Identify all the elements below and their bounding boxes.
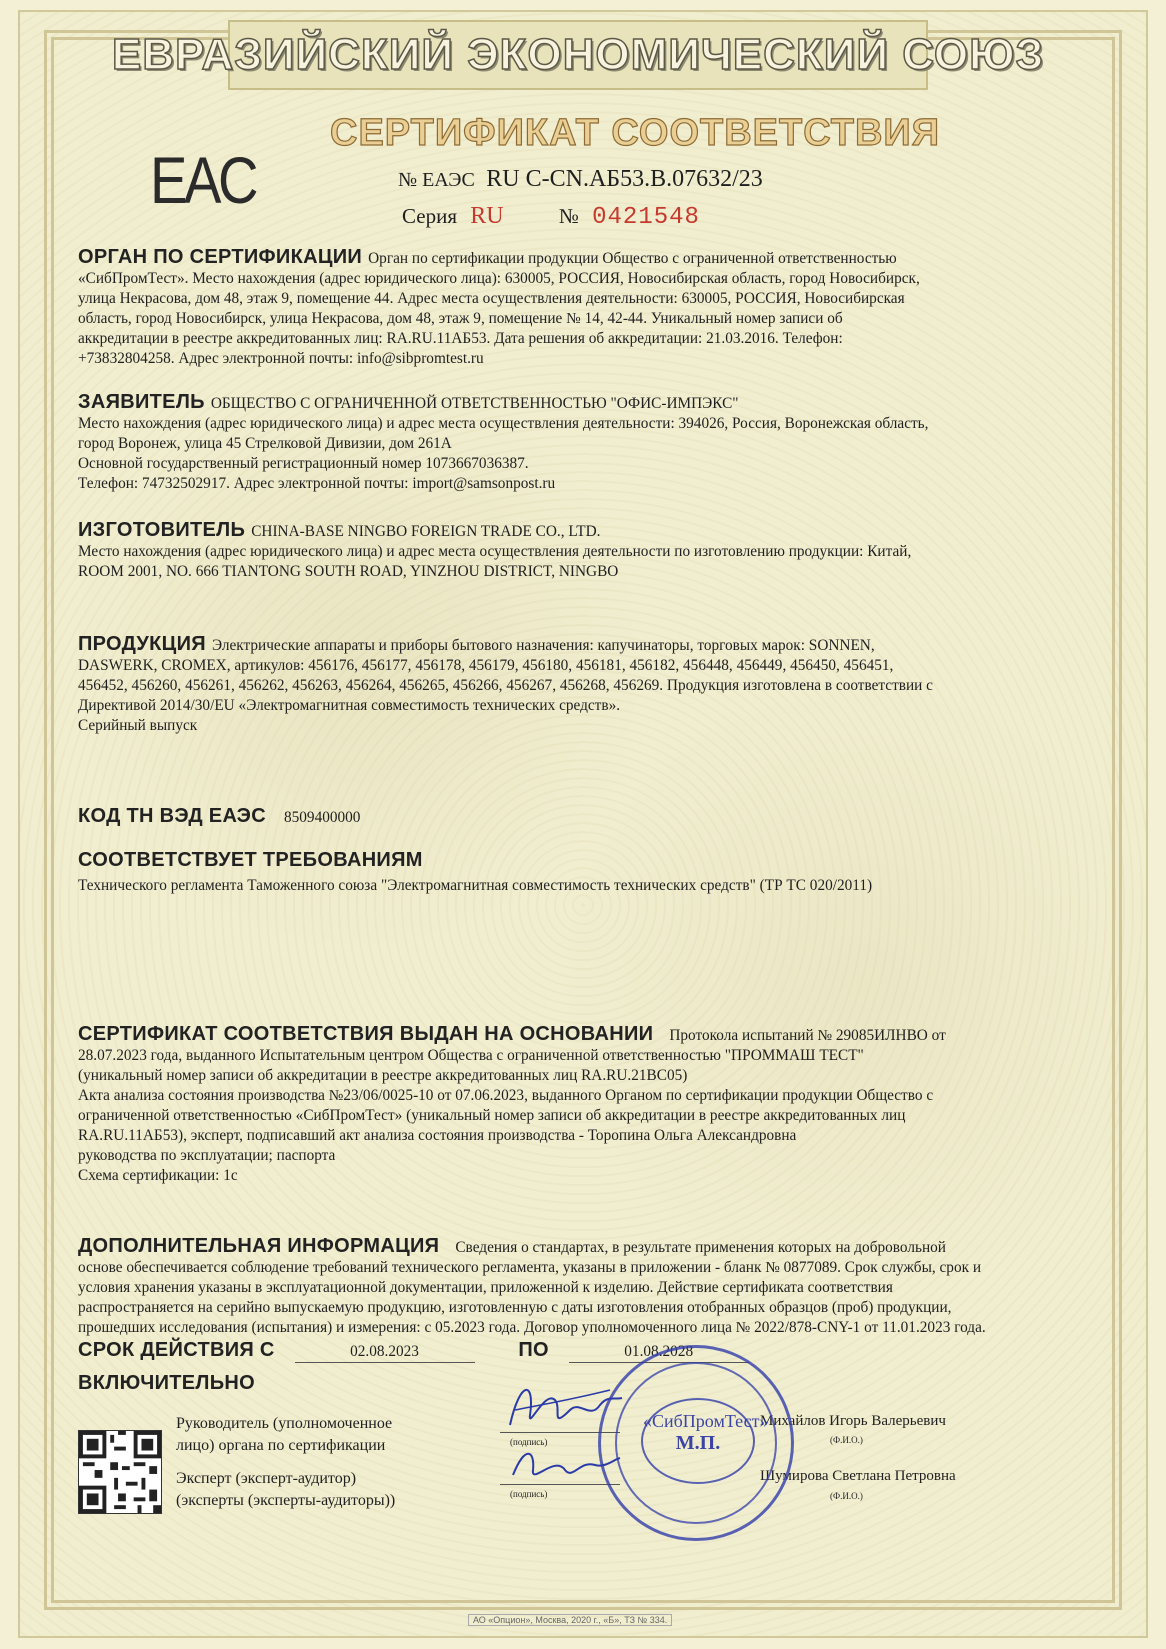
blank-number-label: №	[558, 204, 579, 228]
seal-name: «СибПромТест»	[643, 1411, 769, 1431]
section-heading: СЕРТИФИКАТ СООТВЕТСТВИЯ ВЫДАН НА ОСНОВАНИИ	[78, 1023, 654, 1045]
basis-section	[78, 1024, 1028, 1186]
section-text: 456452, 456260, 456261, 456262, 456263, 456264, 456265, 456266, 456267, 456268, 456269. Продукция изготовлена в соответствии с	[78, 677, 933, 694]
section-heading: ЗАЯВИТЕЛЬ	[78, 391, 205, 413]
section-text: Электрические аппараты и приборы бытового назначения: капучинаторы, торговых марок: SONNEN,	[211, 637, 875, 654]
section-text: улица Некрасова, дом 48, этаж 9, помещение 44. Адрес места осуществления деятельности: 630005, РОССИЯ, Новосибирская	[78, 290, 905, 307]
section-text: «СибПромТест». Место нахождения (адрес юридического лица): 630005, РОССИЯ, Новосибирская область, город Новосибирск,	[78, 270, 920, 287]
section-text: +73832804258. Адрес электронной почты: info@sibpromtest.ru	[78, 350, 484, 367]
section-heading: ДОПОЛНИТЕЛЬНАЯ ИНФОРМАЦИЯ	[78, 1235, 440, 1257]
certificate-title: СЕРТИФИКАТ СООТВЕТСТВИЯ	[330, 112, 941, 154]
section-text: Протокола испытаний № 29085ИЛНВО от	[669, 1027, 946, 1044]
validity-inclusive-label: ВКЛЮЧИТЕЛЬНО	[78, 1372, 256, 1394]
section-text: Место нахождения (адрес юридического лица) и адрес места осуществления деятельности по изготовлению продукции: Китай,	[78, 543, 912, 560]
section-text: ограниченной ответственностью «СибПромТест» (уникальный номер записи об аккредитации в реестре аккредитованных лиц	[78, 1107, 906, 1124]
printer-imprint: АО «Опцион», Москва, 2020 г., «Б», ТЗ № 334.	[468, 1614, 672, 1626]
section-text: RA.RU.11АБ53), эксперт, подписавший акт анализа состояния производства - Торопина Ольга Александровна	[78, 1127, 797, 1144]
union-banner: ЕВРАЗИЙСКИЙ ЭКОНОМИЧЕСКИЙ СОЮЗ	[228, 20, 928, 90]
head-label-line: Руководитель (уполномоченное	[176, 1415, 393, 1432]
section-heading: ПРОДУКЦИЯ	[78, 633, 206, 655]
expert-name: Шумирова Светлана Петровна	[760, 1468, 956, 1484]
name-caption: (Ф.И.О.)	[830, 1491, 863, 1501]
head-label-line: лицо) органа по сертификации	[176, 1437, 386, 1454]
section-text: Основной государственный регистрационный номер 1073667036387.	[78, 455, 529, 472]
conformity-section	[78, 850, 1028, 896]
expert-label-line: (эксперты (эксперты-аудиторы))	[176, 1492, 396, 1509]
section-text: ROOM 2001, NO. 666 TIANTONG SOUTH ROAD, YINZHOU DISTRICT, NINGBO	[78, 563, 619, 580]
section-text: распространяется на серийно выпускаемую продукцию, изготовленную с даты изготовления отобранных образцов (проб) продукции,	[78, 1299, 952, 1316]
name-caption: (Ф.И.О.)	[830, 1435, 863, 1445]
section-heading: ОРГАН ПО СЕРТИФИКАЦИИ	[78, 246, 363, 268]
section-text: Телефон: 74732502917. Адрес электронной почты: import@samsonpost.ru	[78, 475, 556, 492]
section-text: руководства по эксплуатации; паспорта	[78, 1147, 336, 1164]
section-text: Сведения о стандартах, в результате применения которых на добровольной	[455, 1239, 946, 1256]
validity-from-date: 02.08.2023	[295, 1342, 475, 1363]
validity-to-date: 01.08.2028	[569, 1342, 749, 1363]
section-text: Место нахождения (адрес юридического лица) и адрес места осуществления деятельности: 394026, Россия, Воронежская область,	[78, 415, 929, 432]
section-heading: СООТВЕТСТВУЕТ ТРЕБОВАНИЯМ	[78, 849, 423, 871]
manufacturer-section	[78, 520, 1028, 582]
section-text: Технического регламента Таможенного союза "Электромагнитная совместимость технических средств" (ТР ТС 020/2011)	[78, 877, 873, 894]
validity-from-label: СРОК ДЕЙСТВИЯ С	[78, 1339, 275, 1361]
head-signature-label	[176, 1413, 476, 1457]
seal-stamp-icon	[598, 1345, 794, 1541]
expert-signature-label	[176, 1468, 476, 1512]
certificate-number-row	[398, 166, 763, 193]
certification-body-section	[78, 247, 1028, 369]
qr-code-icon	[78, 1430, 162, 1514]
section-text: ОБЩЕСТВО С ОГРАНИЧЕННОЙ ОТВЕТСТВЕННОСТЬЮ "ОФИС-ИМПЭКС"	[210, 395, 739, 412]
section-text: Акта анализа состояния производства №23/06/0025-10 от 07.06.2023, выданного Органом по сертификации продукции Общество с	[78, 1087, 934, 1104]
section-text: основе обеспечивается соблюдение требований технического регламента, указаны в приложении - бланк № 0877089. Срок службы, срок и	[78, 1259, 982, 1276]
blank-number: 0421548	[592, 204, 700, 231]
seal-mp: М.П.	[675, 1432, 721, 1454]
eac-logo-icon: EAC	[150, 143, 256, 217]
section-text: область, город Новосибирск, улица Некрасова, дом 48, этаж 9, помещение № 14, 42-44. Уникальный номер записи об	[78, 310, 843, 327]
section-text: прошедших исследования (испытания) и измерения: с 05.2023 года. Договор уполномоченного лица № 2022/878-CNY-1 от 11.01.2023 года.	[78, 1319, 986, 1336]
section-text: город Воронеж, улица 45 Стрелковой Дивизии, дом 261А	[78, 435, 452, 452]
expert-label-line: Эксперт (эксперт-аудитор)	[176, 1470, 357, 1487]
section-text: Серийный выпуск	[78, 717, 198, 734]
section-heading: КОД ТН ВЭД ЕАЭС	[78, 805, 266, 827]
hs-code-section	[78, 806, 1028, 828]
validity-to-label: ПО	[518, 1339, 549, 1361]
hs-code-value: 8509400000	[283, 809, 361, 826]
section-text: условия хранения указаны в эксплуатационной документации, приложенной к изделию. Действие сертификата соответствия	[78, 1279, 893, 1296]
section-text: Орган по сертификации продукции Общество с ограниченной ответственностью	[368, 250, 897, 267]
section-text: Директивой 2014/30/EU «Электромагнитная совместимость технических средств».	[78, 697, 621, 714]
section-text: 28.07.2023 года, выданного Испытательным центром Общества с ограниченной ответственностью "ПРОММАШ ТЕСТ"	[78, 1047, 864, 1064]
seal-center	[641, 1398, 769, 1484]
section-text: DASWERK, CROMEX, артикулов: 456176, 456177, 456178, 456179, 456180, 456181, 456182, 456448, 456449, 456450, 456451,	[78, 657, 894, 674]
applicant-section	[78, 392, 1028, 494]
section-text: (уникальный номер записи об аккредитации в реестре аккредитованных лиц RA.RU.21ВС05)	[78, 1067, 688, 1084]
section-text: Схема сертификации: 1с	[78, 1167, 238, 1184]
series-value: RU	[470, 203, 504, 229]
section-text: CHINA-BASE NINGBO FOREIGN TRADE CO., LTD.	[251, 523, 601, 540]
certificate-number: RU С-CN.АБ53.В.07632/23	[486, 166, 763, 192]
number-prefix: № ЕАЭС	[398, 169, 475, 191]
section-text: аккредитации в реестре аккредитованных лиц: RA.RU.11АБ53. Дата решения об аккредитации: 21.03.2016. Телефон:	[78, 330, 843, 347]
head-name: Михайлов Игорь Валерьевич	[760, 1413, 946, 1429]
signature-caption: (подпись)	[510, 1489, 548, 1499]
section-heading: ИЗГОТОВИТЕЛЬ	[78, 519, 246, 541]
additional-info-section	[78, 1236, 1028, 1338]
series-row	[402, 203, 700, 231]
signature-caption: (подпись)	[510, 1437, 548, 1447]
product-section	[78, 634, 1028, 736]
series-label: Серия	[402, 204, 457, 228]
